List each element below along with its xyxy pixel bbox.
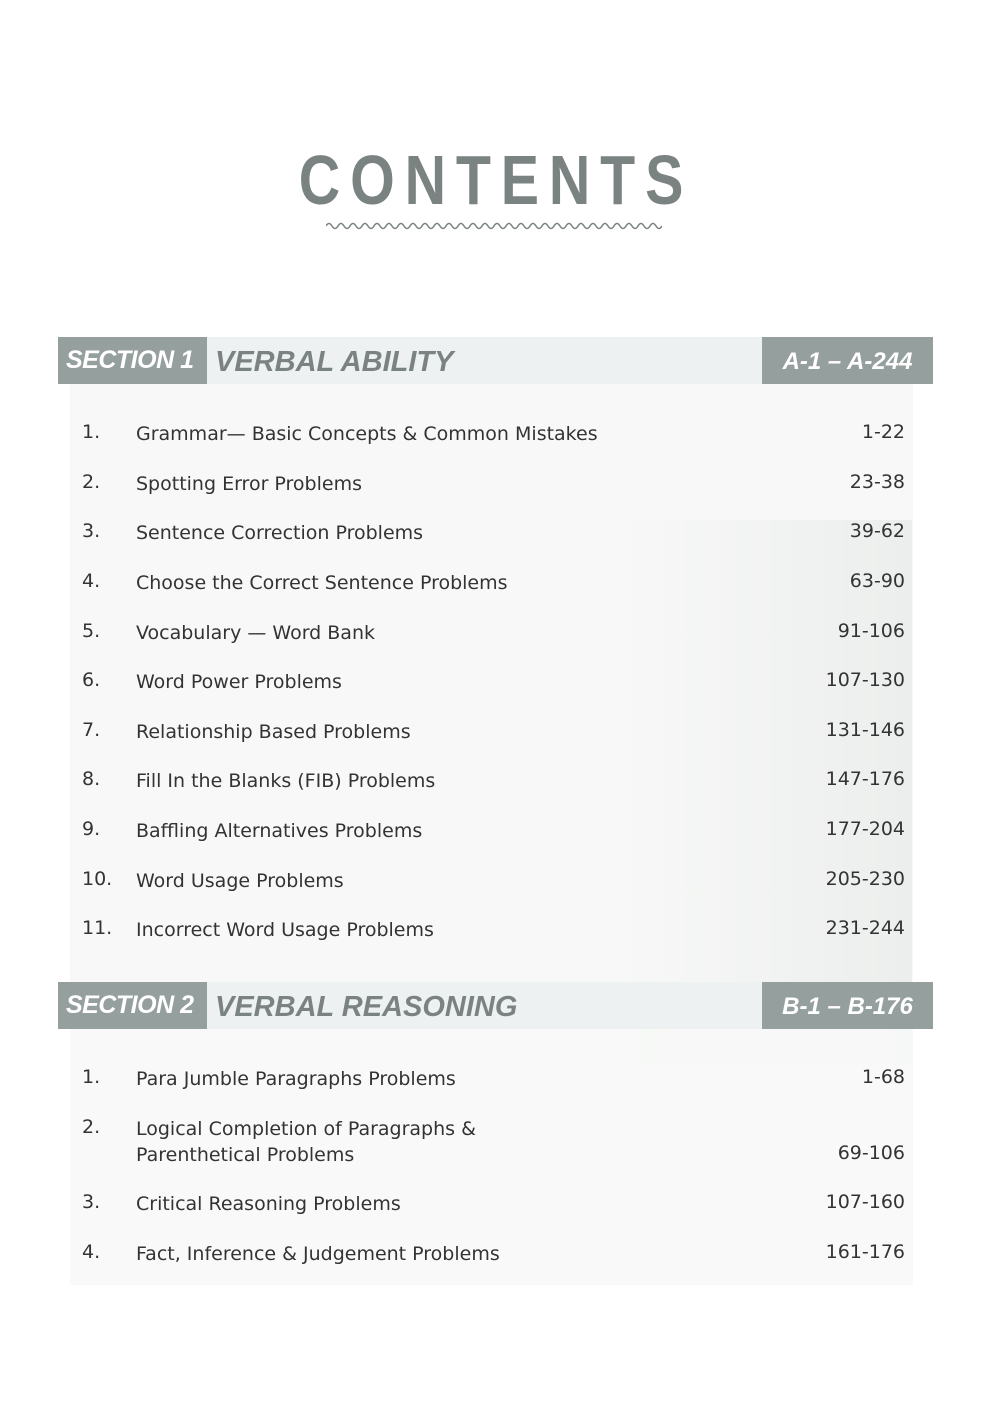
entry-title: Fill In the Blanks (FIB) Problems bbox=[136, 770, 436, 792]
entry-pages: 69-106 bbox=[837, 1142, 905, 1164]
entry-number: 8. bbox=[82, 768, 101, 790]
entry-number: 7. bbox=[82, 719, 101, 741]
entry-title: Para Jumble Paragraphs Problems bbox=[136, 1068, 456, 1090]
section-label: SECTION 1 bbox=[58, 337, 207, 384]
entry-pages: 131-146 bbox=[825, 719, 905, 741]
entry-pages: 231-244 bbox=[825, 917, 905, 939]
section-range: A-1 – A-244 bbox=[762, 337, 933, 384]
entry-pages: 161-176 bbox=[825, 1241, 905, 1263]
entry-pages: 1-22 bbox=[861, 421, 905, 443]
entry-number: 4. bbox=[82, 1241, 101, 1263]
entry-pages: 63-90 bbox=[849, 570, 905, 592]
entry-pages: 23-38 bbox=[849, 471, 905, 493]
entry-pages: 39-62 bbox=[849, 520, 905, 542]
entry-title: Word Usage Problems bbox=[136, 870, 344, 892]
entry-title: Incorrect Word Usage Problems bbox=[136, 919, 434, 941]
entry-title: Baffling Alternatives Problems bbox=[136, 820, 423, 842]
entry-number: 1. bbox=[82, 1066, 101, 1088]
entry-title: Spotting Error Problems bbox=[136, 473, 362, 495]
entry-number: 5. bbox=[82, 620, 101, 642]
section-name: VERBAL ABILITY bbox=[215, 346, 454, 378]
entry-number: 4. bbox=[82, 570, 101, 592]
entry-title: Grammar— Basic Concepts & Common Mistakes bbox=[136, 423, 598, 445]
entry-number: 6. bbox=[82, 669, 101, 691]
entry-number: 2. bbox=[82, 1116, 101, 1138]
entry-title: Critical Reasoning Problems bbox=[136, 1193, 401, 1215]
entry-number: 1. bbox=[82, 421, 101, 443]
entry-number: 9. bbox=[82, 818, 101, 840]
entry-number: 10. bbox=[82, 868, 113, 890]
entry-pages: 147-176 bbox=[825, 768, 905, 790]
page-title: CONTENTS bbox=[298, 141, 694, 219]
entry-title: Sentence Correction Problems bbox=[136, 522, 424, 544]
section-range: B-1 – B-176 bbox=[762, 982, 933, 1029]
entry-pages: 1-68 bbox=[861, 1066, 905, 1088]
entry-pages: 205-230 bbox=[825, 868, 905, 890]
entry-title: Choose the Correct Sentence Problems bbox=[136, 572, 508, 594]
entry-pages: 107-130 bbox=[825, 669, 905, 691]
section-label: SECTION 2 bbox=[58, 982, 207, 1029]
entry-title: Fact, Inference & Judgement Problems bbox=[136, 1243, 500, 1265]
section-1-header bbox=[58, 337, 933, 384]
entry-pages: 107-160 bbox=[825, 1191, 905, 1213]
entry-title: Vocabulary — Word Bank bbox=[136, 622, 375, 644]
entry-title: Logical Completion of Paragraphs & Parenthetical Problems bbox=[136, 1118, 476, 1166]
entry-pages: 91-106 bbox=[837, 620, 905, 642]
entry-number: 3. bbox=[82, 520, 101, 542]
wavy-divider bbox=[326, 220, 662, 232]
entry-title: Relationship Based Problems bbox=[136, 721, 411, 743]
entry-number: 11. bbox=[82, 917, 113, 939]
section-2-header bbox=[58, 982, 933, 1029]
entry-pages: 177-204 bbox=[825, 818, 905, 840]
entry-number: 3. bbox=[82, 1191, 101, 1213]
entry-number: 2. bbox=[82, 471, 101, 493]
section-name: VERBAL REASONING bbox=[215, 991, 518, 1023]
entry-title: Word Power Problems bbox=[136, 671, 342, 693]
